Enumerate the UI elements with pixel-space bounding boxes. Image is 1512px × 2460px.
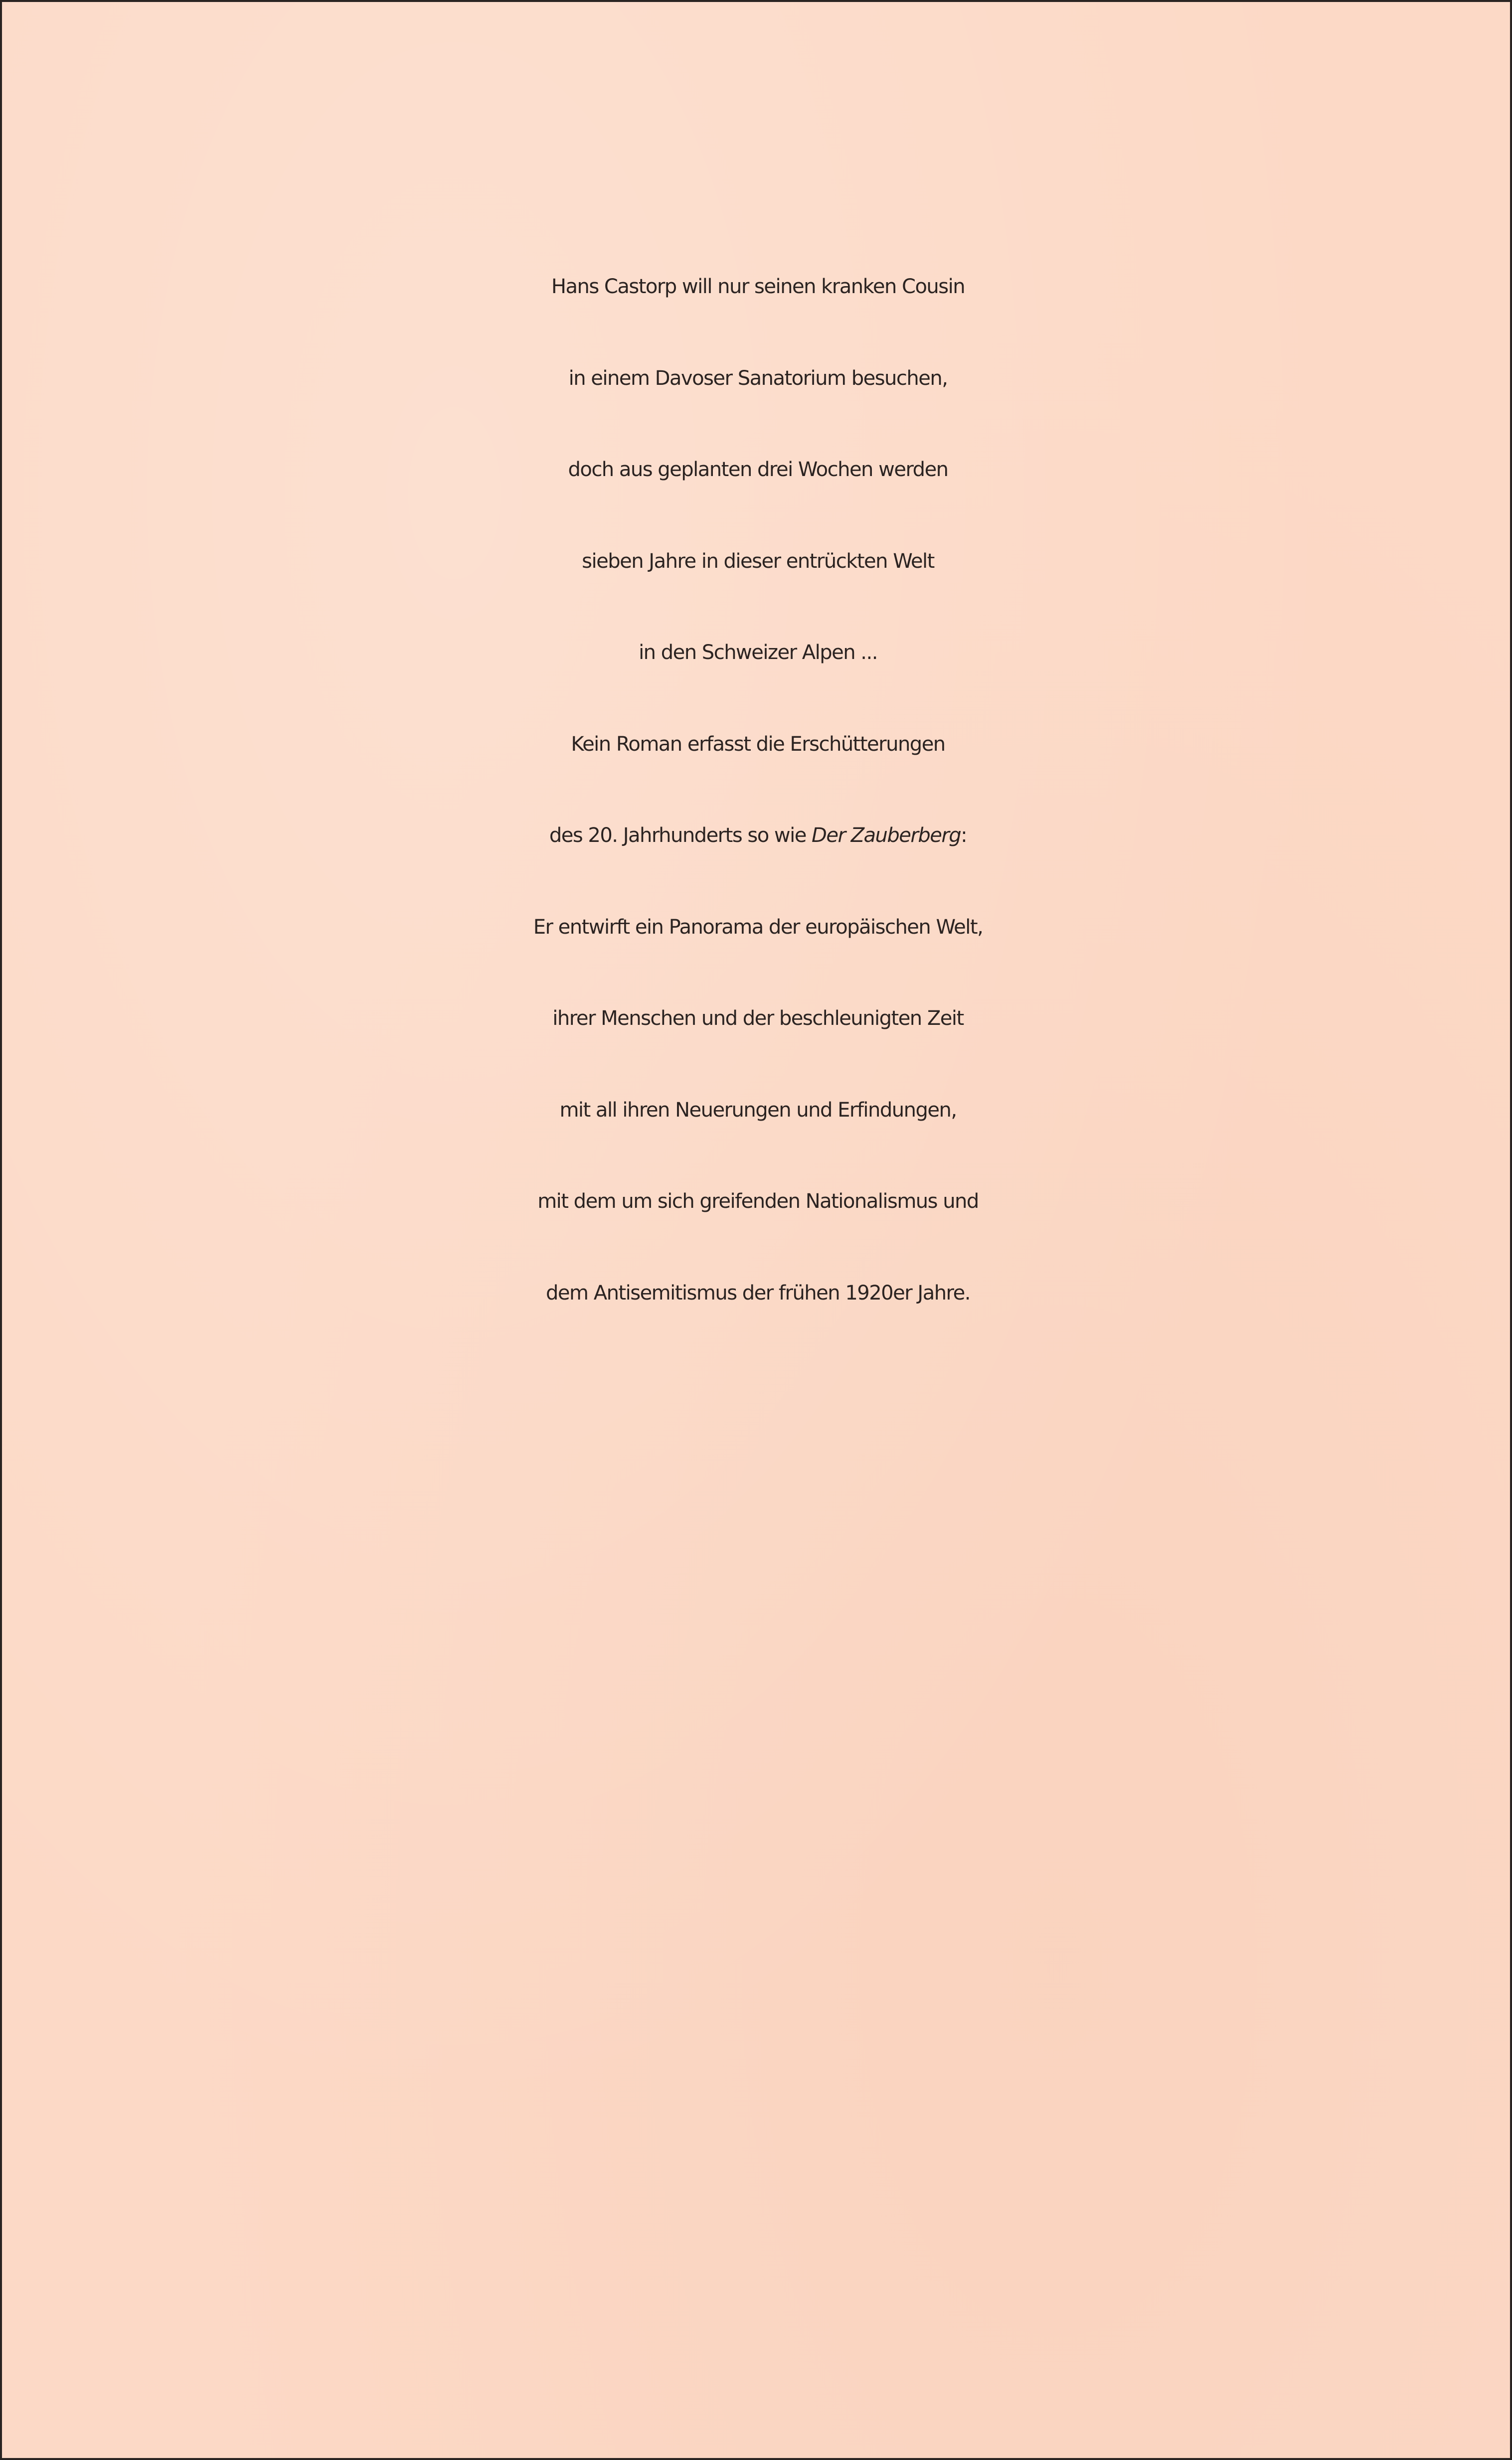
blurb-line: in einem Davoser Sanatorium besuchen,: [568, 366, 948, 390]
blurb-line-segment: :: [961, 824, 967, 847]
blurb-line: doch aus geplanten drei Wochen werden: [568, 458, 948, 481]
blurb-line-segment: des 20. Jahrhunderts so wie: [549, 824, 812, 847]
blurb-line-with-title: [2, 790, 1512, 882]
blurb-line: mit all ihren Neuerungen und Erfindungen,: [559, 1098, 957, 1122]
blurb-line: Kein Roman erfasst die Erschütterungen: [571, 732, 945, 756]
blurb-line: sieben Jahre in dieser entrückten Welt: [582, 549, 934, 573]
blurb-line: ihrer Menschen und der beschleunigten Zeit: [552, 1007, 964, 1030]
blurb-text: [2, 241, 1512, 1339]
blurb-line: in den Schweizer Alpen ...: [639, 641, 877, 664]
blurb-line: mit dem um sich greifenden Nationalismus und: [537, 1190, 979, 1213]
book-title: Der Zauberberg: [812, 824, 961, 847]
blurb-line: Hans Castorp will nur seinen kranken Cousin: [551, 275, 965, 298]
blurb-line: dem Antisemitismus der frühen 1920er Jahre.: [546, 1281, 970, 1305]
blurb-line: Er entwirft ein Panorama der europäischen Welt,: [533, 915, 983, 939]
